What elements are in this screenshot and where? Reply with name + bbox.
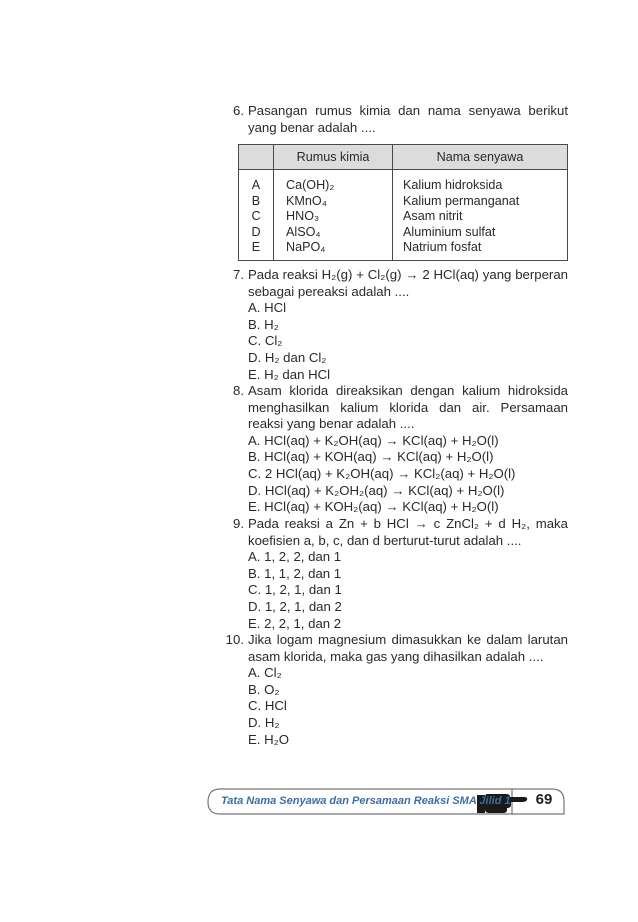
option-d: D. H₂ (248, 714, 280, 730)
row-name: Natrium fosfat (393, 240, 568, 260)
question-9 (218, 516, 568, 632)
option-b: B. HCl(aq) + KOH(aq) → KCl(aq) + H₂O(l) (248, 449, 494, 465)
row-name: Kalium permanganat (393, 194, 568, 210)
option-e: E. 2, 2, 1, dan 2 (248, 615, 342, 631)
formula-table (238, 144, 568, 261)
row-formula: NaPO₄ (274, 240, 393, 260)
question-text: Jika logam magnesium dimasukkan ke dalam larutan asam klorida, maka gas yang dihasilkan adalah .... (248, 632, 568, 664)
option-c: C. Cl₂ (248, 333, 283, 349)
row-letter: D (239, 225, 274, 241)
row-formula: HNO₃ (274, 209, 393, 225)
row-name: Asam nitrit (393, 209, 568, 225)
page-footer (206, 786, 566, 816)
question-text: Pasangan rumus kimia dan nama senyawa berikut yang benar adalah .... (248, 103, 568, 135)
footer-title: Tata Nama Senyawa dan Persamaan Reaksi SMA Jilid 1 (221, 795, 511, 807)
row-formula: KMnO₄ (274, 194, 393, 210)
option-d: D. H₂ dan Cl₂ (248, 349, 327, 365)
header-letter (239, 145, 274, 170)
question-number: 7. (233, 267, 244, 282)
option-c: C. 1, 2, 1, dan 1 (248, 582, 342, 598)
row-letter: C (239, 209, 274, 225)
row-name: Aluminium sulfat (393, 225, 568, 241)
question-text: Pada reaksi a Zn + b HCl → c ZnCl₂ + d H₂, maka koefisien a, b, c, dan d berturut-turut adalah .... (248, 516, 568, 548)
option-a: A. HCl(aq) + K₂OH(aq) → KCl(aq) + H₂O(l) (248, 432, 499, 448)
question-text: Pada reaksi H₂(g) + Cl₂(g) → 2 HCl(aq) yang berperan sebagai pereaksi adalah .... (248, 267, 568, 299)
row-name: Kalium hidroksida (393, 170, 568, 194)
option-b: B. O₂ (248, 681, 280, 697)
row-formula: AlSO₄ (274, 225, 393, 241)
option-e: E. HCl(aq) + KOH₂(aq) → KCl(aq) + H₂O(l) (248, 499, 499, 515)
table-row (239, 194, 568, 210)
option-c: C. HCl (248, 698, 287, 714)
option-e: E. H₂ dan HCl (248, 366, 331, 382)
question-number: 6. (233, 103, 244, 118)
page-number: 69 (535, 791, 553, 808)
option-c: C. 2 HCl(aq) + K₂OH(aq) → KCl₂(aq) + H₂O(l) (248, 465, 516, 481)
question-6 (218, 103, 568, 136)
table-header (239, 145, 568, 170)
header-name: Nama senyawa (393, 145, 568, 170)
option-a: A. Cl₂ (248, 665, 282, 681)
option-b: B. 1, 1, 2, dan 1 (248, 565, 342, 581)
question-text: Asam klorida direaksikan dengan kalium hidroksida menghasilkan kalium klorida dan air. Persamaan reaksi yang benar adalah .... (248, 383, 568, 432)
question-10 (218, 632, 568, 748)
question-number: 9. (233, 516, 244, 531)
option-e: E. H₂O (248, 731, 290, 747)
option-b: B. H₂ (248, 316, 279, 332)
row-letter: A (239, 170, 274, 194)
table-row (239, 170, 568, 194)
option-a: A. HCl (248, 300, 287, 316)
header-formula: Rumus kimia (274, 145, 393, 170)
question-number: 10. (225, 632, 244, 647)
table-row (239, 209, 568, 225)
question-7 (218, 267, 568, 383)
option-d: D. HCl(aq) + K₂OH₂(aq) → KCl(aq) + H₂O(l) (248, 482, 505, 498)
row-letter: B (239, 194, 274, 210)
question-8 (218, 383, 568, 516)
option-a: A. 1, 2, 2, dan 1 (248, 549, 342, 565)
row-formula: Ca(OH)₂ (274, 170, 393, 194)
question-number: 8. (233, 383, 244, 398)
row-letter: E (239, 240, 274, 260)
table-row (239, 225, 568, 241)
table-row (239, 240, 568, 260)
option-d: D. 1, 2, 1, dan 2 (248, 598, 342, 614)
